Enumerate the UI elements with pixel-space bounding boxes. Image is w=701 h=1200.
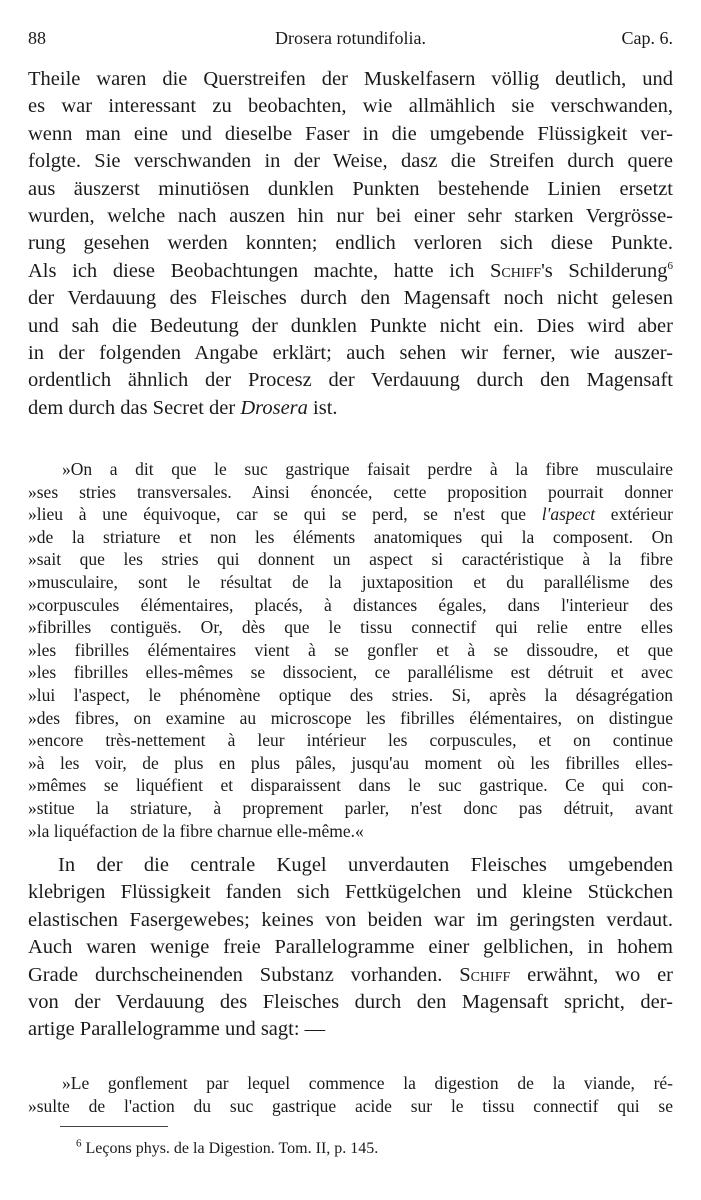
quote-line: »ses stries transversales. Ainsi énoncée, cette proposition pourrait donner: [28, 481, 673, 502]
text-line: von der Verdauung des Fleisches durch den Magensaft spricht, der-: [28, 990, 673, 1013]
text-line: in der folgenden Angabe erklärt; auch sehen wir ferner, wie auszer-: [28, 341, 673, 364]
text-line: der Verdauung des Fleisches durch den Magensaft noch nicht gelesen: [28, 287, 673, 310]
quote-line: »de la striature et non les éléments anatomiques qui la composent. On: [28, 526, 673, 547]
text-line: Theile waren die Querstreifen der Muskelfasern völlig deutlich, und: [28, 68, 673, 90]
paragraph-1: [28, 66, 673, 422]
quote-line: »sulte de l'action du suc gastrique acide sur le tissu connectif qui se: [28, 1095, 673, 1116]
quote-line: »On a dit que le suc gastrique faisait perdre à la fibre musculaire: [62, 459, 673, 479]
text-line: ordentlich ähnlich der Procesz der Verdauung durch den Magensaft: [28, 369, 673, 392]
quote-line: »encore très-nettement à leur intérieur les corpuscules, et on continue: [28, 730, 673, 751]
quote-line: »musculaire, sont le résultat de la juxtaposition et du parallélisme des: [28, 571, 673, 592]
quote-line: »fibrilles contiguës. Or, dès que le tissu connectif qui relie entre elles: [28, 617, 673, 638]
text-line: klebrigen Flüssigkeit fanden sich Fettkügelchen und kleine Stückchen: [28, 881, 673, 904]
quote-line: »à les voir, de plus en plus pâles, jusqu'au moment où les fibrilles elles-: [28, 752, 673, 773]
french-quotation-1: [28, 458, 673, 842]
text-run: Als ich diese Beobachtungen machte, hatte ich: [28, 259, 490, 282]
text-run: Grade durchscheinenden Substanz vorhanden.: [28, 963, 460, 986]
author-name-schiff: Schiff: [490, 259, 542, 282]
text-line: In der die centrale Kugel unverdauten Fleisches umgebenden: [58, 854, 673, 876]
footnote: [76, 1137, 379, 1158]
quote-line: »mêmes se liquéfient et disparaissent dans le suc gastrique. Ce qui con-: [28, 775, 673, 796]
text-line: artige Parallelogramme und sagt: —: [28, 1018, 326, 1041]
footnote-divider: [60, 1126, 168, 1127]
text-line: Auch waren wenige freie Parallelogramme einer gelblichen, in hohem: [28, 936, 673, 959]
text-line: [28, 962, 673, 989]
quote-line: [28, 503, 673, 526]
text-line: wenn man eine und dieselbe Faser in die umgebende Flüssigkeit ver-: [28, 122, 673, 145]
author-name-schiff: Schiff: [459, 963, 511, 986]
running-title: Drosera rotundifolia.: [275, 28, 426, 48]
emphasis: l'aspect: [541, 504, 596, 525]
text-line: [28, 395, 673, 422]
footnote-text: Leçons phys. de la Digestion. Tom. II, p. 145.: [85, 1140, 379, 1157]
footnote-reference: 6: [667, 259, 673, 272]
french-quotation-2: [28, 1072, 673, 1117]
text-line: und sah die Bedeutung der dunklen Punkte nicht ein. Dies wird aber: [28, 314, 673, 337]
quote-line: »sait que les stries qui donnent un aspect si caractéristique à la fibre: [28, 549, 673, 570]
quote-line: »corpuscules élémentaires, placés, à distances égales, dans l'interieur des: [28, 594, 673, 615]
text-run: erwähnt, wo er: [510, 963, 673, 986]
text-line: wurden, welche nach auszen hin nur bei einer sehr starken Vergrösse-: [28, 204, 673, 227]
text-run: 's Schilderung: [541, 259, 668, 282]
quote-line: »stitue la striature, à proprement parler, n'est donc pas détruit, avant: [28, 797, 673, 818]
quote-line: »les fibrilles élémentaires vient à se gonfler et à se dissoudre, et que: [28, 639, 673, 660]
text-line: elastischen Fasergewebes; keines von beiden war im geringsten verdaut.: [28, 908, 673, 931]
footnote-mark: 6: [76, 1137, 82, 1150]
text-run: dem durch das Secret der: [28, 396, 241, 419]
genus-name: Drosera: [240, 396, 308, 419]
quote-line: »Le gonflement par lequel commence la digestion de la viande, ré-: [62, 1073, 673, 1093]
quote-line: »des fibres, on examine au microscope les fibrilles élémentaires, on distingue: [28, 707, 673, 728]
page-number: 88: [28, 28, 46, 48]
running-head: [28, 28, 673, 52]
text-line: folgte. Sie verschwanden in der Weise, dasz die Streifen durch quere: [28, 150, 673, 173]
chapter-label: Cap. 6.: [621, 28, 673, 48]
quote-line: »lui l'aspect, le phénomène optique des stries. Si, après la désagrégation: [28, 684, 673, 705]
text-line: aus äuszerst minutiösen dunklen Punkten bestehende Linien ersetzt: [28, 177, 673, 200]
quote-line: »la liquéfaction de la fibre charnue elle-même.«: [28, 820, 364, 841]
text-line: rung gesehen werden konnten; endlich verloren sich diese Punkte.: [28, 232, 673, 255]
text-run: ist.: [307, 396, 338, 419]
text-run: extérieur: [595, 504, 673, 525]
text-line: [28, 258, 673, 285]
text-line: es war interessant zu beobachten, wie allmählich sie verschwanden,: [28, 95, 673, 118]
paragraph-2: [28, 852, 673, 1044]
text-run: »lieu à une équivoque, car se qui se perd, se n'est que: [28, 504, 542, 525]
quote-line: »les fibrilles elles-mêmes se dissocient, ce parallélisme est détruit et avec: [28, 662, 673, 683]
